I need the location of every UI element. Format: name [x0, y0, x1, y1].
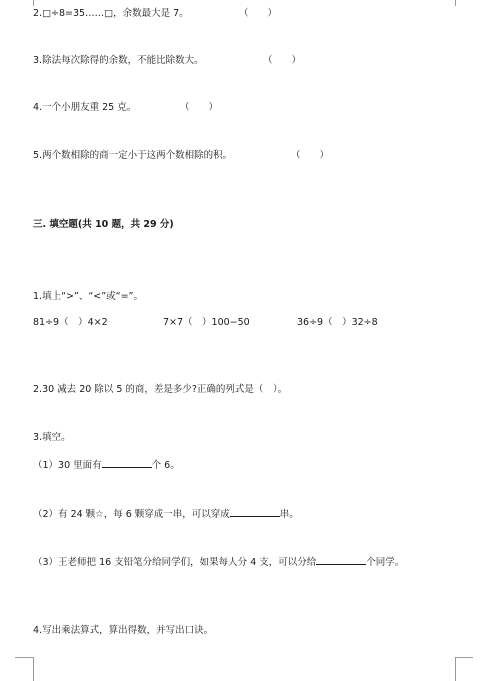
judge-item-text: 5.两个数相除的商一定小于这两个数相除的积。	[33, 150, 233, 161]
judge-item-text: 3.除法每次除得的余数，不能比除数大。	[33, 55, 204, 66]
q4-text: 4.写出乘法算式，算出得数，并写出口诀。	[33, 625, 214, 636]
q1-prompt: 1.填上“>”、“<”或“=”。	[33, 291, 143, 302]
judge-item-4	[33, 102, 219, 114]
judge-item-3	[33, 55, 302, 67]
sub-question-text-tail: 串。	[279, 509, 299, 520]
crop-mark-bottom-left-h	[15, 657, 33, 658]
sub-question-text-tail: 个 6。	[151, 460, 180, 471]
judge-item-text: 4.一个小朋友重 25 克。	[33, 102, 137, 113]
sub-question-text: （2）有 24 颗☆，每 6 颗穿成一串，可以穿成	[33, 509, 230, 520]
answer-blank[interactable]	[230, 507, 280, 517]
answer-parentheses: （ ）	[263, 55, 302, 66]
judge-item-2	[33, 8, 278, 20]
answer-parentheses: （ ）	[180, 102, 219, 113]
crop-mark-bottom-right-v	[455, 657, 456, 681]
compare-item: 7×7（ ）100−50	[163, 317, 250, 328]
sub-question-text: （3）王老师把 16 支铅笔分给同学们，如果每人分 4 支，可以分给	[33, 557, 317, 568]
crop-mark-bottom-right-h	[455, 657, 473, 658]
q2-text: 2.30 减去 20 除以 5 的商，差是多少?正确的列式是（ ）。	[33, 384, 288, 395]
crop-mark-bottom-left-v	[33, 657, 34, 681]
sub-question-text: （1）30 里面有	[33, 460, 102, 471]
answer-blank[interactable]	[102, 458, 152, 468]
judge-item-text: 2.□÷8=35……□，余数最大是 7。	[33, 8, 189, 19]
answer-parentheses: （ ）	[239, 8, 278, 19]
q3-prompt: 3.填空。	[33, 432, 71, 443]
sub-question-text-tail: 个同学。	[366, 557, 405, 568]
answer-blank[interactable]	[316, 555, 366, 565]
judge-item-5	[33, 150, 330, 162]
crop-mark-top-left-v	[33, 0, 34, 6]
answer-parentheses: （ ）	[291, 150, 330, 161]
compare-item: 81÷9（ ）4×2	[33, 317, 108, 328]
section-title: 三. 填空题(共 10 题，共 29 分)	[33, 219, 174, 230]
crop-mark-top-right-v	[455, 0, 456, 6]
compare-item: 36÷9（ ）32÷8	[297, 317, 378, 328]
q3-sub-2	[33, 507, 299, 521]
q3-sub-3	[33, 555, 404, 569]
q3-sub-1	[33, 458, 180, 472]
